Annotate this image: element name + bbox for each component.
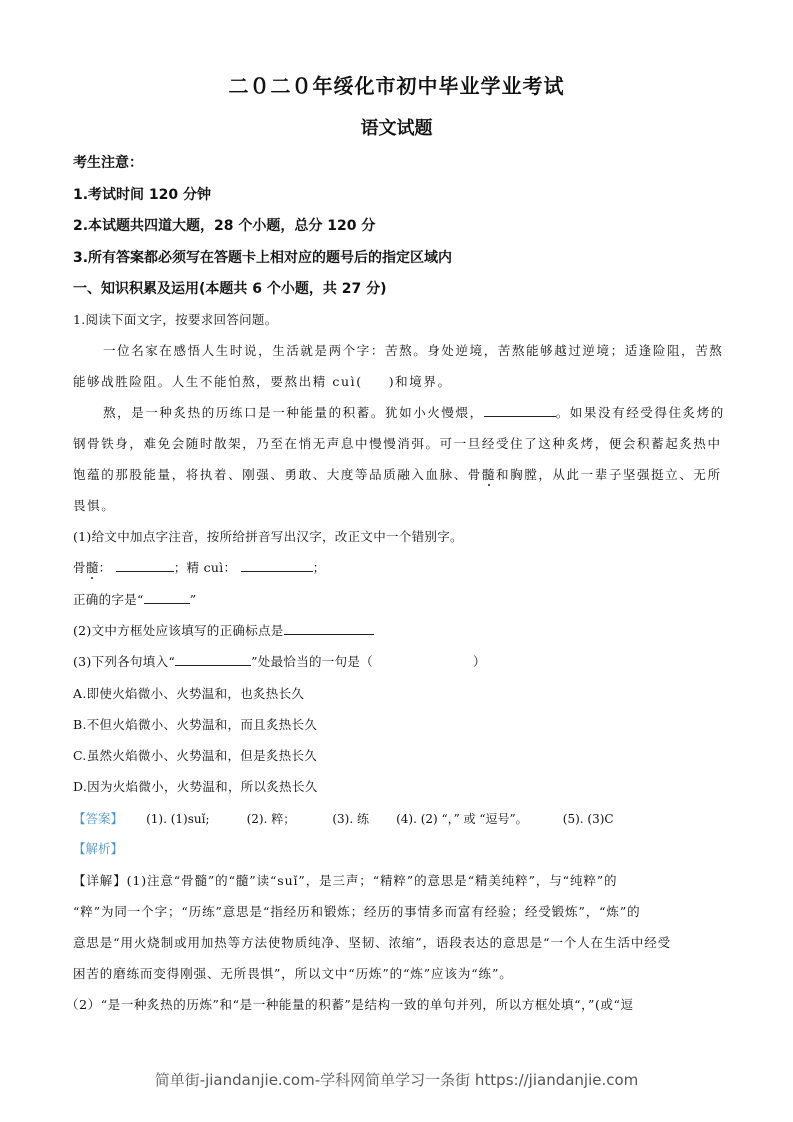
passage-line — [73, 372, 452, 390]
notice-item-1: 1.考试时间 120 分钟 — [73, 187, 212, 203]
option-d: D.因为火焰微小，火势温和，所以炙热长久 — [73, 779, 318, 794]
answer-blank-punctuation[interactable] — [284, 622, 374, 635]
answer-tag: 【答案】 — [73, 811, 124, 826]
option-c: C.虽然火焰微小、火势温和，但是炙热长久 — [73, 748, 318, 763]
answer-blank-hanzi[interactable] — [241, 559, 313, 572]
answer-item: (4). (2) “，” 或 “逗号”。 — [396, 812, 528, 826]
analysis-line: （2）“是一种炙热的历炼”和“是一种能量的积蓄”是结构一致的单句并列，所以方框处填“，”(或“逗 — [66, 997, 634, 1012]
passage-line: 畏惧。 — [73, 498, 116, 513]
answer-row — [73, 808, 614, 827]
option-a: A.即使火焰微小、火势温和，也炙热长久 — [73, 686, 305, 701]
footer-watermark: 简单街-jiandanjie.com-学科网简单学习一条街 https://jiandanjie.com — [154, 1071, 639, 1089]
passage-line — [103, 403, 725, 421]
answer-item: (5). (3)C — [562, 812, 614, 826]
analysis-tag: 【解析】 — [73, 841, 124, 856]
answer-blank-pinyin[interactable] — [116, 559, 174, 572]
field-label: ； — [312, 560, 326, 575]
subquestion-2 — [73, 621, 374, 639]
option-b: B.不但火焰微小、火势温和，而且炙热长久 — [73, 717, 318, 732]
answer-item: (2). 粹； — [246, 812, 296, 826]
field-label: ；精 cuì： — [173, 560, 237, 575]
field-label: ” — [189, 592, 197, 607]
exam-subtitle: 语文试题 — [360, 118, 433, 139]
answer-item: (3). 练 — [332, 812, 369, 826]
passage-text: 饱蕴的那股能量，将执着、刚强、勇敢、大度等品质融入血脉、骨 — [73, 467, 482, 482]
notice-item-2: 2.本试题共四道大题，28 个小题，总分 120 分 — [73, 218, 376, 234]
analysis-line: “粹”为同一个字；“历练”意思是“指经历和锻炼；经历的事情多而富有经验；经受锻炼”，“炼”的 — [73, 904, 641, 919]
subquestion-3-prompt: ”处最恰当的一句是（ — [251, 654, 374, 669]
subquestion-1-fields — [73, 558, 325, 576]
subquestion-3-prompt: ） — [473, 654, 486, 669]
dotted-char: 髓 — [85, 560, 99, 575]
passage-line — [73, 465, 722, 483]
exam-title: 二０二０年绥化市初中毕业学业考试 — [228, 74, 565, 98]
notice-item-3: 3.所有答案都必须写在答题卡上相对应的题号后的指定区域内 — [73, 250, 453, 266]
passage-text: 能够战胜险阻。人生不能怕熬，要熬出精 cuì( — [73, 374, 363, 389]
subquestion-3 — [73, 652, 486, 670]
quoted-blank — [175, 653, 251, 666]
analysis-line: 困苦的磨练而变得刚强、无所畏惧”，所以文中“历炼”的“炼”应该为“练”。 — [73, 966, 513, 981]
dotted-char: 髓 — [481, 467, 497, 482]
passage-line: 一位名家在感悟人生时说，生活就是两个字：苦熬。身处逆境，苦熬能够越过逆境；适逢险阻，苦熬 — [103, 343, 724, 358]
passage-text: 和胸膛，从此一辈子坚强挺立、无所 — [496, 467, 722, 482]
passage-text: 熬，是一种炙热的历练口是一种能量的积蓄。犹如小火慢煨， — [103, 405, 484, 420]
section-heading: 一、知识积累及运用(本题共 6 个小题，共 27 分) — [73, 281, 387, 297]
passage-text: 。如果没有经受得住炙烤的 — [555, 405, 725, 420]
question-prompt: 1.阅读下面文字，按要求回答问题。 — [73, 312, 278, 327]
subquestion-3-prompt: (3)下列各句填入“ — [73, 654, 176, 669]
analysis-line: 意思是“用火烧制或用加热等方法使物质纯净、坚韧、浓缩”，语段表达的意思是“一个人在生活中经受 — [73, 935, 672, 950]
passage-text: )和境界。 — [388, 374, 452, 389]
field-label: 正确的字是“ — [73, 592, 144, 607]
answer-blank-correct-char[interactable] — [144, 591, 190, 604]
answer-item: (1). (1)suǐ; — [146, 812, 210, 826]
fill-blank — [484, 404, 556, 417]
field-label: 骨 — [73, 560, 86, 575]
subquestion-2-prompt: (2)文中方框处应该填写的正确标点是 — [73, 623, 284, 638]
analysis-line: 【详解】(1)注意“骨髓”的“髓”读“suǐ”，是三声；“精粹”的意思是“精美纯粹”，与“纯粹”的 — [73, 873, 618, 888]
passage-line: 钢骨铁身，难免会随时散架，乃至在悄无声息中慢慢消弭。可一旦经受住了这种炙烤，便会积蓄起炙热中 — [73, 436, 722, 451]
field-label: ： — [98, 560, 112, 575]
subquestion-1-prompt: (1)给文中加点字注音，按所给拼音写出汉字，改正文中一个错别字。 — [73, 529, 463, 544]
correct-char-line — [73, 590, 196, 608]
notice-heading: 考生注意： — [73, 155, 143, 171]
